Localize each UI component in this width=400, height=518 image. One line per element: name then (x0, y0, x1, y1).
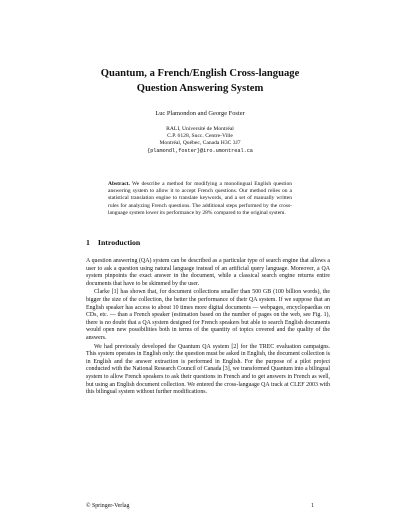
body-text (86, 258, 330, 397)
affiliation (40, 126, 360, 155)
title-line-2: Question Answering System (136, 83, 264, 94)
section-number: 1 (86, 238, 90, 247)
abstract-text: We describe a method for modifying a monolingual English question answering system to allow it to accept French questions. Our method relies on a statistical translation engine to translate keywords, and a set of manually written rules for analyzing French questions. The additional steps performed by the cross-language system lower its performance by 28% compared to the original system. (108, 181, 292, 216)
section-heading (86, 238, 140, 247)
abstract (108, 181, 292, 217)
footer-copyright: © Springer-Verlag (86, 503, 130, 509)
affiliation-line-1: RALI, Université de Montréal (166, 126, 234, 132)
title-line-1: Quantum, a French/English Cross-language (100, 68, 300, 79)
paragraph: Clarke [1] has shown that, for document collections smaller than 500 GB (100 billion words), the bigger the size of the collection, the better the performance of their QA system. If we suppose that an English speaker has access to about 10 times more digital documents — webpages, encyclopaedias on CDs, etc. — than a French speaker (estimation based on the number of pages on the web, see Fig. 1), there is no doubt that a QA system designed for French speakers but able to search English documents would open new possibilities both in terms of the quantity of topics covered and the quality of the answers. (86, 289, 330, 341)
section-title: Introduction (97, 238, 141, 247)
paper-authors: Luc Plamondon and George Foster (155, 110, 245, 117)
affiliation-line-3: Montréal, Québec, Canada H3C 3J7 (159, 140, 241, 147)
paragraph: A question answering (QA) system can be described as a particular type of search engine that allows a user to ask a question using natural language instead of an artificial query language. Moreover, a QA system pinpoints the exact answer in the document, while a classical search engine returns entire documents that have to be skimmed by the user. (86, 258, 330, 287)
paper-title (40, 66, 360, 96)
affiliation-line-2: C.P. 6128, Succ. Centre-Ville (167, 133, 233, 140)
abstract-label: Abstract. (108, 181, 130, 187)
paragraph: We had previously developed the Quantum QA system [2] for the TREC evaluation campaigns. This system operates in English only: the question must be asked in English, the document collection is in English and the answer extraction is performed in English. For the purpose of a pilot project conducted with the National Research Council of Canada [3], we transformed Quantum into a bilingual system to allow French speakers to ask their questions in French and to get answers in French as well, but using an English document collection. We entered the cross-language QA track at CLEF 2003 with this bilingual system without further modifications. (86, 343, 330, 396)
page-number: 1 (311, 503, 314, 509)
author-email: {plamondl,foster}@iro.umontreal.ca (147, 147, 253, 154)
